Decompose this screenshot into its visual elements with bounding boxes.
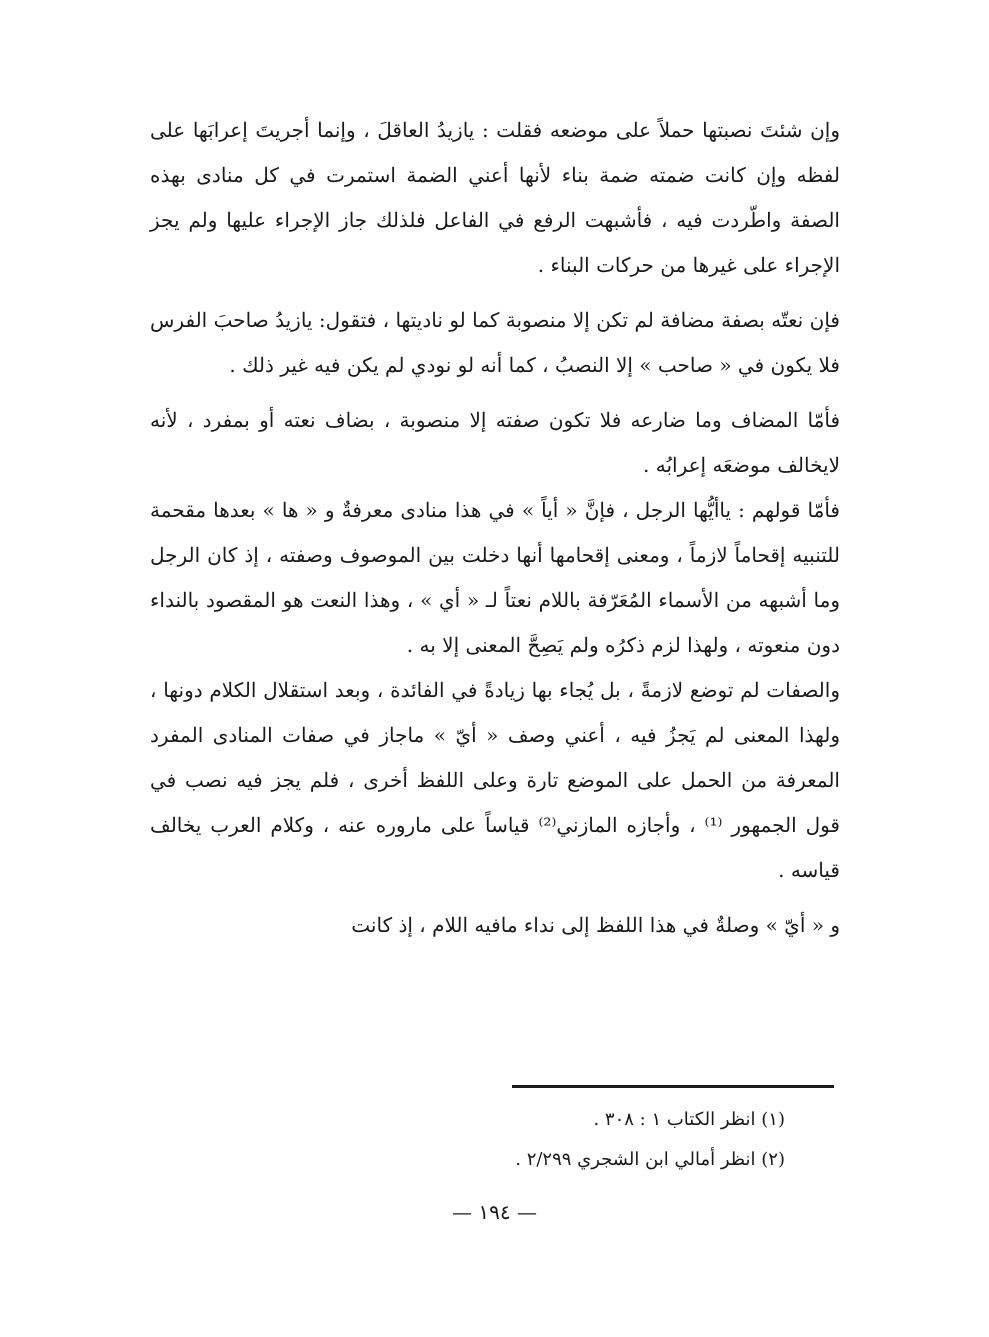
footnote-1: (١) انظر الكتاب ١ : ٣٠٨ . bbox=[593, 1109, 785, 1130]
paragraph-1: وإن شئتَ نصبتها حملاً على موضعه فقلت : يازيدُ العاقلَ ، وإنما أجريتَ إعرابَها على لفظه وإن كانت ضمته ضمة بناء لأنها أعني الضمة استمرت في كل منادى بهذه الصفة واطّردت فيه ، فأشبهت الرفع في الفاعل فلذلك جاز الإجراء عليها ولم يجز الإجراء على غيرها من حركات البناء . bbox=[150, 118, 840, 277]
page-number: — ١٩٤ — bbox=[452, 1200, 537, 1224]
paragraph-5: والصفات لم توضع لازمةً ، بل يُجاء بها زيادةً في الفائدة ، وبعد استقلال الكلام دونها ، ولهذا المعنى لم يَجزُ فيه ، أعني وصف « أيّ » ماجاز في صفات المنادى المفرد المعرفة من الحمل على الموضع تارة وعلى اللفظ أخرى ، فلم يجز فيه نصب في قول الجمهور ⁽¹⁾ ، وأجازه المازني⁽²⁾ قياساً على ماروره عنه ، وكلام العرب يخالف قياسه . bbox=[150, 678, 840, 882]
main-text bbox=[150, 108, 840, 948]
footnote-2: (٢) انظر أمالي ابن الشجري ٢/٢٩٩ . bbox=[515, 1149, 785, 1170]
footnotes bbox=[430, 1100, 785, 1180]
footnote-divider bbox=[512, 1085, 834, 1088]
paragraph-6: و « أيّ » وصلةٌ في هذا اللفظ إلى نداء مافيه اللام ، إذ كانت bbox=[351, 913, 840, 937]
paragraph-3: فأمّا المضاف وما ضارعه فلا تكون صفته إلا منصوبة ، بضاف نعته أو بمفرد ، لأنه لايخالف موضعَه إعرابُه . bbox=[150, 408, 840, 477]
paragraph-2: فإن نعتّه بصفة مضافة لم تكن إلا منصوبة كما لو ناديتها ، فتقول: يازيدُ صاحبَ الفرس فلا يكون في « صاحب » إلا النصبُ ، كما أنه لو نودي لم يكن فيه غير ذلك . bbox=[150, 308, 840, 377]
paragraph-4: فأمّا قولهم : ياأيُّها الرجل ، فإنَّ « أياً » في هذا منادى معرفةٌ و « ها » بعدها مقحمة للتنبيه إقحاماً لازماً ، ومعنى إقحامها أنها دخلت بين الموصوف وصفته ، إذ كان الرجل وما أشبهه من الأسماء المُعَرّفة باللام نعتاً لـ « أي » ، وهذا النعت هو المقصود بالنداء دون منعوته ، ولهذا لزم ذكرُه ولم يَصِحَّ المعنى إلا به . bbox=[150, 498, 840, 657]
